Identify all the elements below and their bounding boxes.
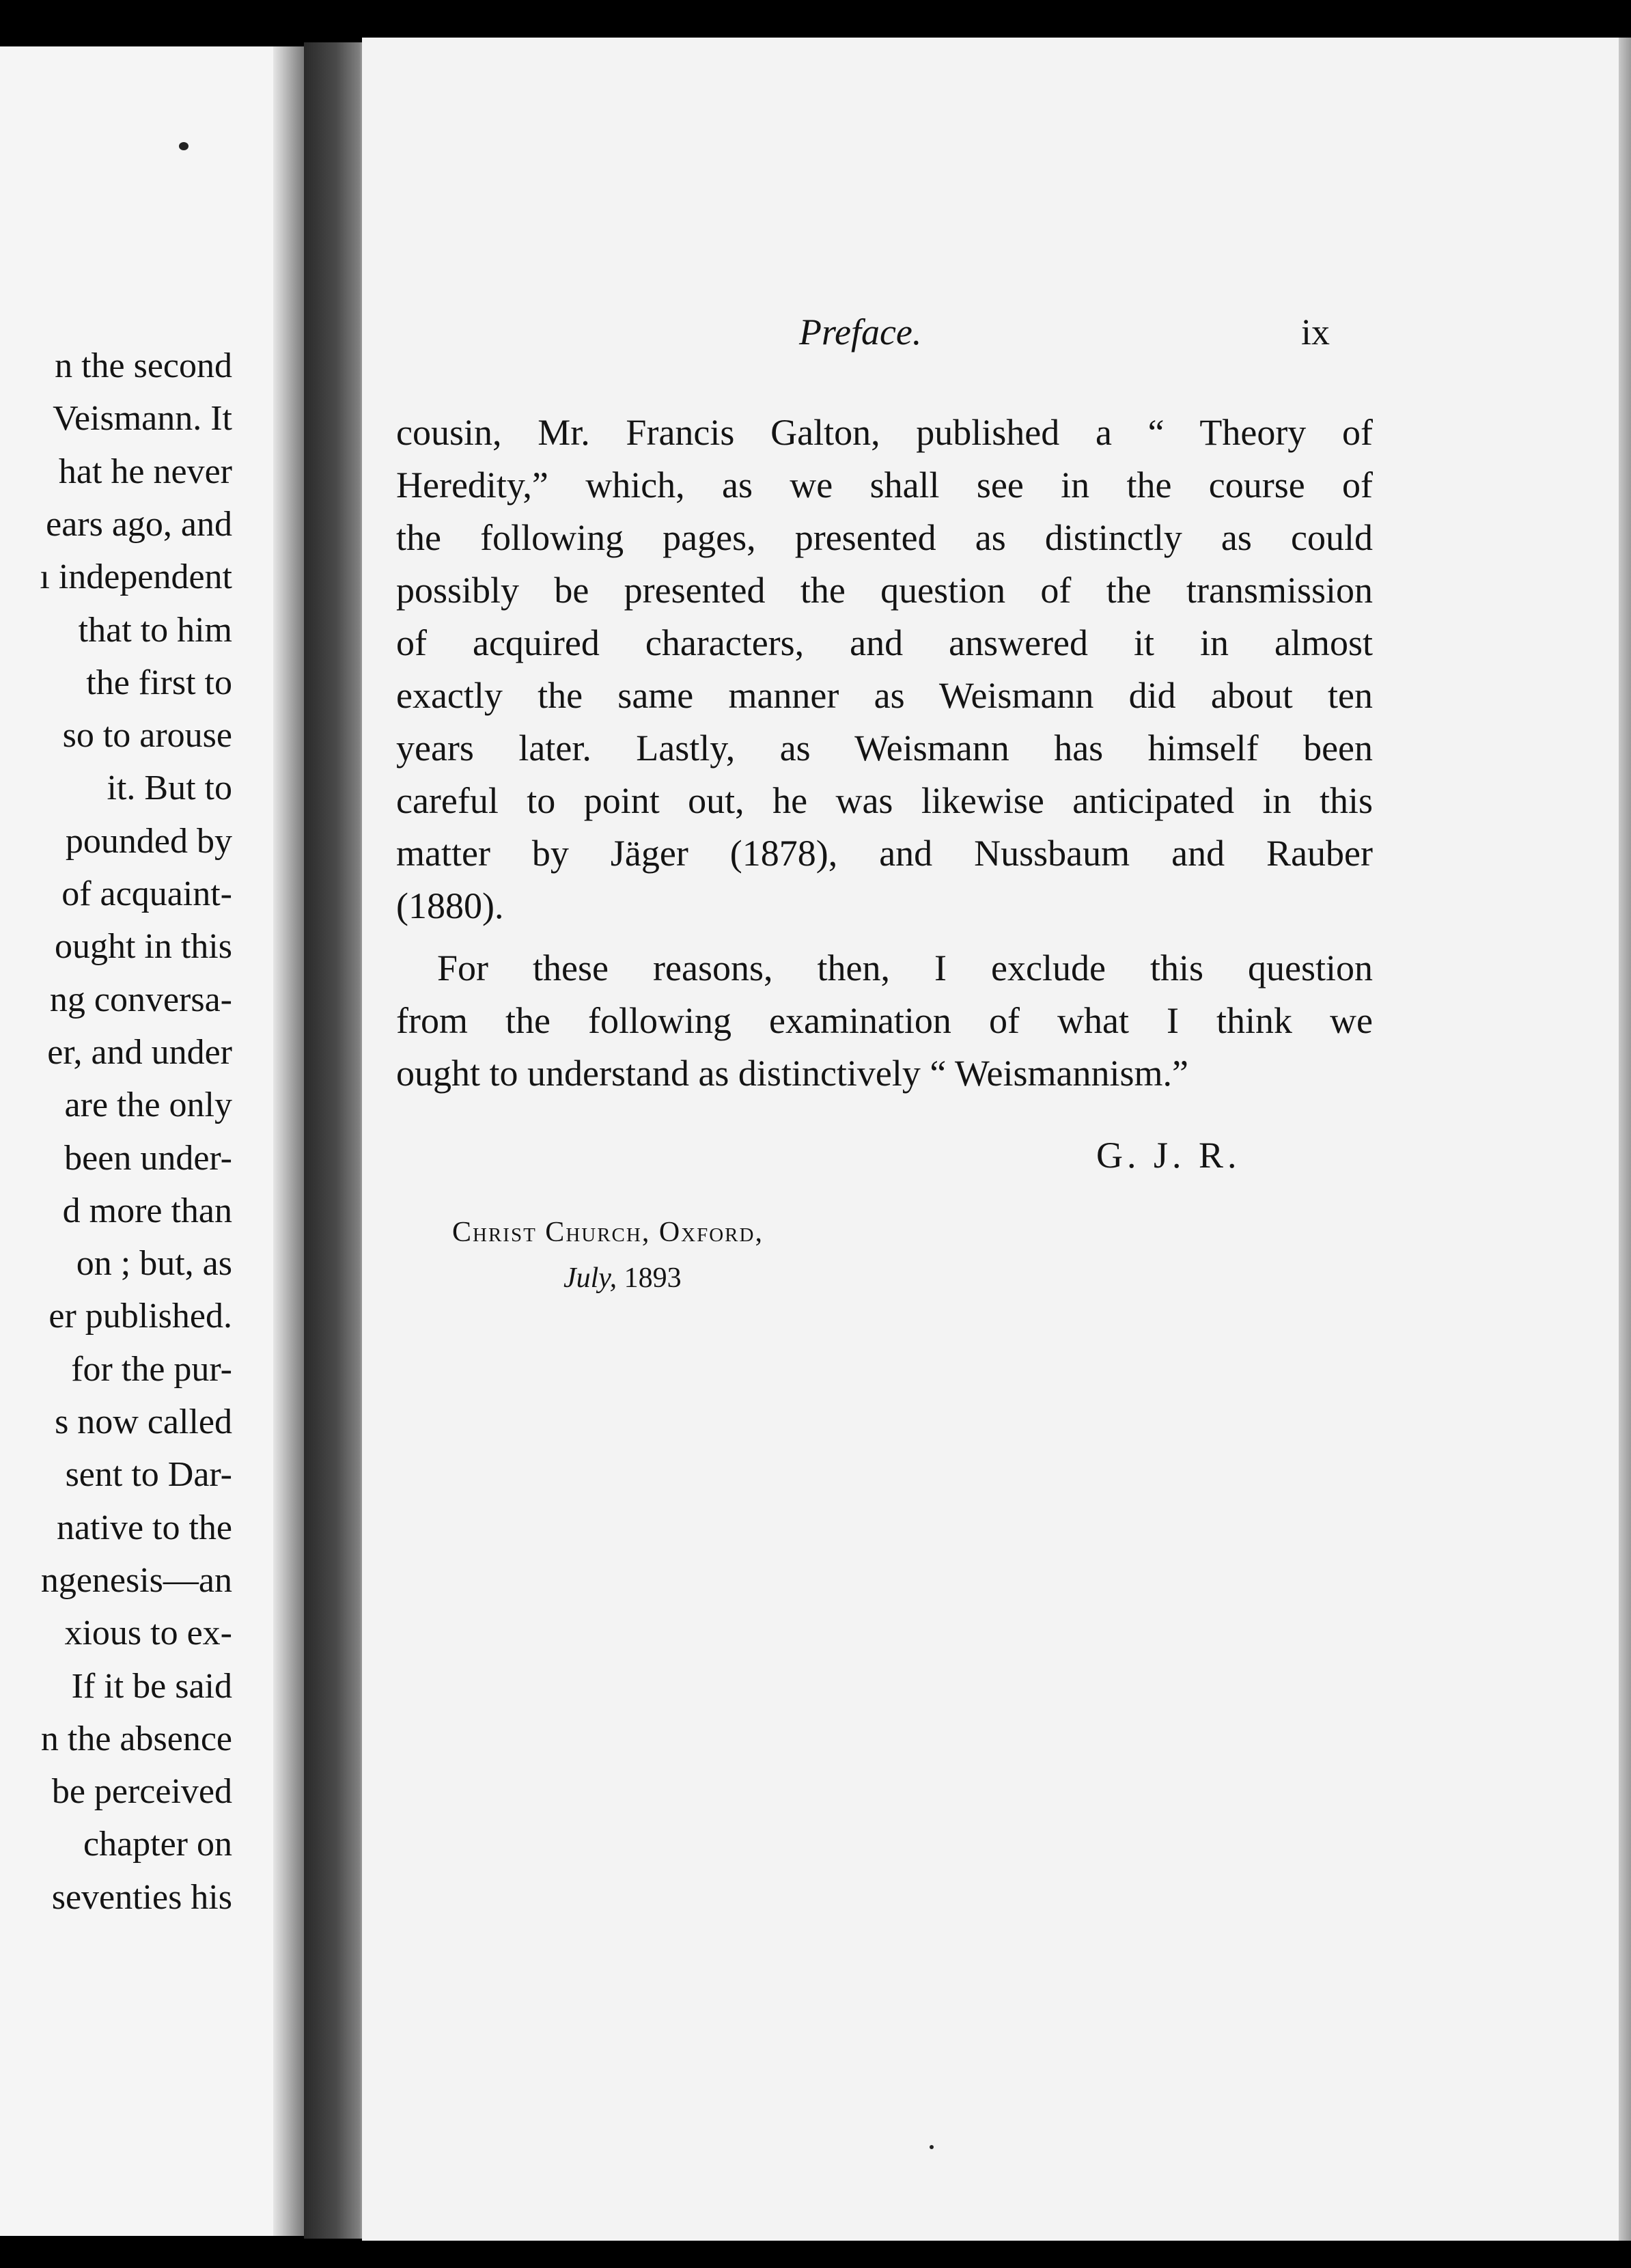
right-page bbox=[362, 38, 1631, 2241]
left-page-line: hat he never bbox=[58, 452, 232, 491]
book-gutter bbox=[304, 42, 369, 2239]
left-page-line: seventies his bbox=[51, 1877, 232, 1917]
text-line: years later. Lastly, as Weismann has himself been bbox=[396, 728, 1373, 769]
left-page-line: ought in this bbox=[54, 927, 232, 967]
text-line: possibly be presented the question of the transmission bbox=[396, 570, 1373, 611]
scan-speck bbox=[179, 142, 189, 150]
running-title: Preface. bbox=[799, 312, 922, 352]
left-page-line: that to him bbox=[78, 610, 232, 650]
text-line: the following pages, presented as distinctly as could bbox=[396, 517, 1373, 558]
text-line: ought to understand as distinctively “ Weismannism.” bbox=[396, 1053, 1188, 1094]
date-year: 1893 bbox=[624, 1262, 682, 1294]
text-line: matter by Jäger (1878), and Nussbaum and Rauber bbox=[396, 833, 1373, 874]
left-page-line: been under- bbox=[64, 1138, 232, 1178]
left-page-line: n the absence bbox=[40, 1719, 232, 1758]
paragraph-gap bbox=[396, 932, 1373, 942]
left-page-line: er, and under bbox=[47, 1032, 232, 1072]
text-line: from the following examination of what I think we bbox=[396, 1000, 1373, 1041]
left-page-line: it. But to bbox=[107, 769, 232, 808]
left-page-line: ngenesis—an bbox=[40, 1560, 232, 1600]
text-line: exactly the same manner as Weismann did about ten bbox=[396, 675, 1373, 716]
left-page-line: ears ago, and bbox=[46, 504, 232, 544]
left-page-line: n the second bbox=[55, 346, 232, 385]
page-curve-shadow bbox=[273, 46, 304, 2236]
left-page-line: sent to Dar- bbox=[65, 1455, 232, 1495]
left-page-line: are the only bbox=[64, 1085, 232, 1125]
page-number: ix bbox=[1301, 312, 1330, 352]
body-text bbox=[396, 406, 1373, 1100]
dateline-place: Christ Church, Oxford, bbox=[452, 1217, 764, 1248]
left-page-line: ng conversa- bbox=[49, 980, 232, 1019]
text-line: of acquired characters, and answered it in almost bbox=[396, 622, 1373, 663]
left-page bbox=[0, 46, 304, 2236]
text-line: For these reasons, then, I exclude this question bbox=[437, 948, 1373, 988]
left-page-text bbox=[0, 46, 232, 2236]
text-line: Heredity,” which, as we shall see in the course of bbox=[396, 465, 1373, 506]
signature-initials: G. J. R. bbox=[1096, 1135, 1241, 1176]
left-page-line: er published. bbox=[48, 1297, 232, 1336]
left-page-line: for the pur- bbox=[71, 1349, 232, 1389]
paragraph-2 bbox=[396, 942, 1373, 1100]
left-page-line: of acquaint- bbox=[61, 874, 232, 913]
left-page-line: native to the bbox=[56, 1508, 232, 1547]
left-page-line: on ; but, as bbox=[76, 1244, 232, 1284]
left-page-line: so to arouse bbox=[62, 716, 232, 756]
left-page-line: d more than bbox=[62, 1191, 232, 1230]
left-page-line: the first to bbox=[86, 663, 232, 702]
left-page-line: chapter on bbox=[83, 1825, 232, 1864]
left-page-line: ı independent bbox=[40, 557, 232, 597]
scan-speck bbox=[930, 2145, 934, 2149]
left-page-line: Veismann. It bbox=[53, 399, 232, 439]
left-page-line: pounded by bbox=[65, 821, 232, 861]
left-page-line: be perceived bbox=[51, 1772, 232, 1812]
date-month: July, bbox=[563, 1262, 617, 1294]
left-page-line: If it be said bbox=[71, 1666, 232, 1706]
dateline-date bbox=[563, 1262, 682, 1295]
text-line: cousin, Mr. Francis Galton, published a “ Theory of bbox=[396, 412, 1373, 453]
page-edge bbox=[1619, 38, 1631, 2241]
text-line: careful to point out, he was likewise anticipated in this bbox=[396, 780, 1373, 821]
text-line: (1880). bbox=[396, 885, 504, 926]
left-page-line: s now called bbox=[55, 1402, 232, 1441]
left-page-line: xious to ex- bbox=[64, 1614, 232, 1653]
paragraph-1 bbox=[396, 406, 1373, 932]
